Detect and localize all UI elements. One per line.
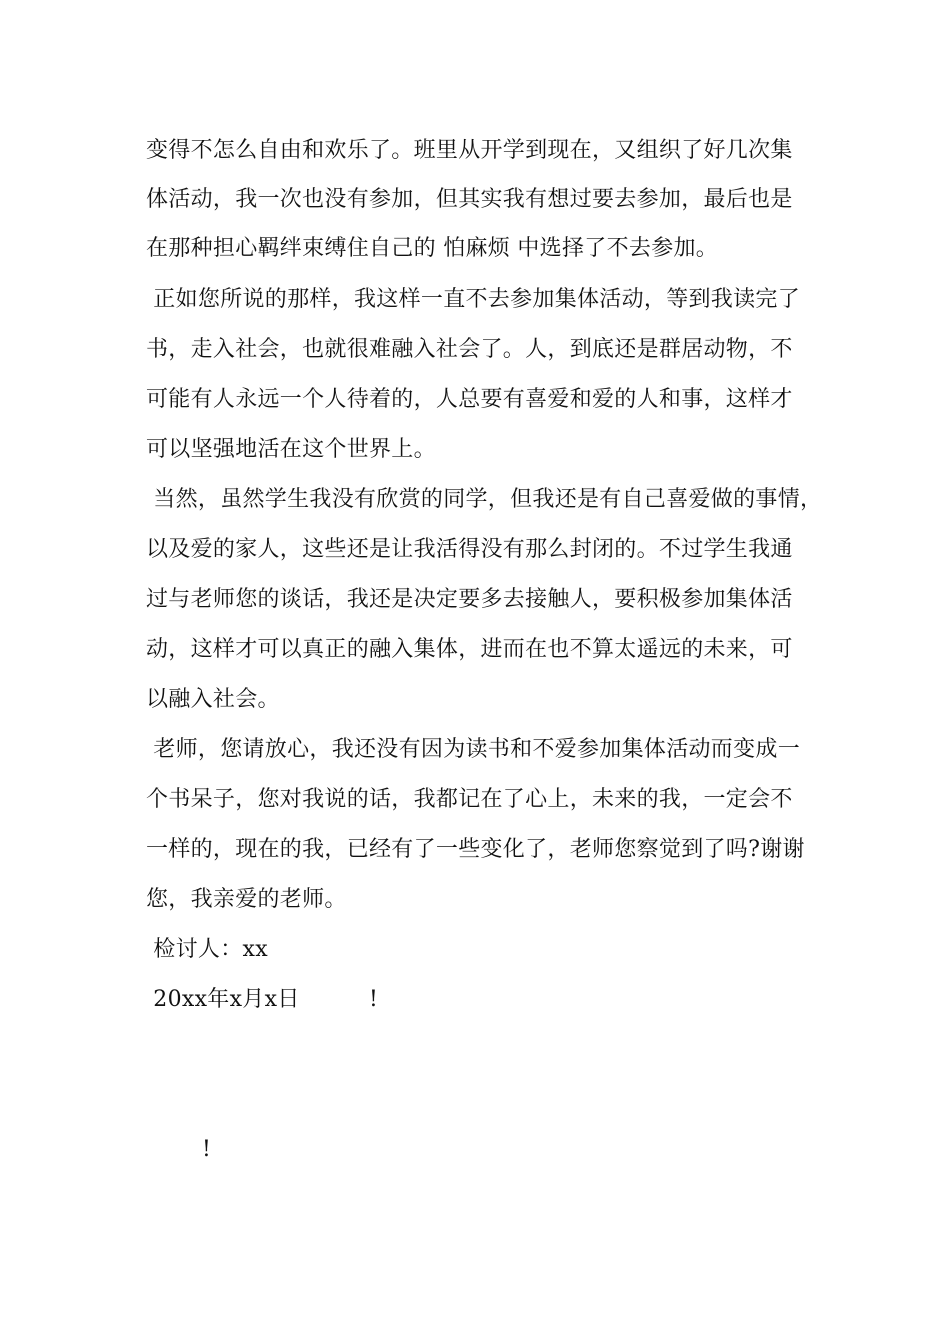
text-line-14: 个书呆子，您对我说的话，我都记在了心上，未来的我，一定会不 <box>146 787 793 812</box>
text-line-6: 可能有人永远一个人待着的，人总要有喜爱和爱的人和事，这样才 <box>146 387 793 412</box>
text-line-11: 动，这样才可以真正的融入集体，进而在也不算太遥远的未来，可 <box>146 637 793 662</box>
text-line-16: 您，我亲爱的老师。 <box>146 887 347 912</box>
date-line: 20xx年x月x日 <box>146 987 300 1012</box>
text-line-8: 当然，虽然学生我没有欣赏的同学，但我还是有自己喜爱做的事情， <box>146 487 823 512</box>
text-line-2: 体活动，我一次也没有参加，但其实我有想过要去参加，最后也是 <box>146 187 793 212</box>
exclamation-mark: ! <box>369 987 378 1012</box>
text-line-5: 书，走入社会，也就很难融入社会了。人，到底还是群居动物，不 <box>146 337 793 362</box>
exclamation-mark: ! <box>202 1137 211 1162</box>
text-line-15: 一样的，现在的我，已经有了一些变化了，老师您察觉到了吗?谢谢 <box>146 837 805 862</box>
text-line-10: 过与老师您的谈话，我还是决定要多去接触人，要积极参加集体活 <box>146 587 793 612</box>
text-line-13: 老师，您请放心，我还没有因为读书和不爱参加集体活动而变成一 <box>146 737 800 762</box>
text-line-3: 在那种担心羁绊束缚住自己的 怕麻烦 中选择了不去参加。 <box>146 236 719 261</box>
signature-line: 检讨人：xx <box>146 937 268 962</box>
text-line-7: 可以坚强地活在这个世界上。 <box>146 437 436 462</box>
text-line-4: 正如您所说的那样，我这样一直不去参加集体活动，等到我读完了 <box>146 287 800 312</box>
text-line-12: 以融入社会。 <box>146 687 280 712</box>
text-line-1: 变得不怎么自由和欢乐了。班里从开学到现在，又组织了好几次集 <box>146 138 793 163</box>
text-line-9: 以及爱的家人，这些还是让我活得没有那么封闭的。不过学生我通 <box>146 537 793 562</box>
